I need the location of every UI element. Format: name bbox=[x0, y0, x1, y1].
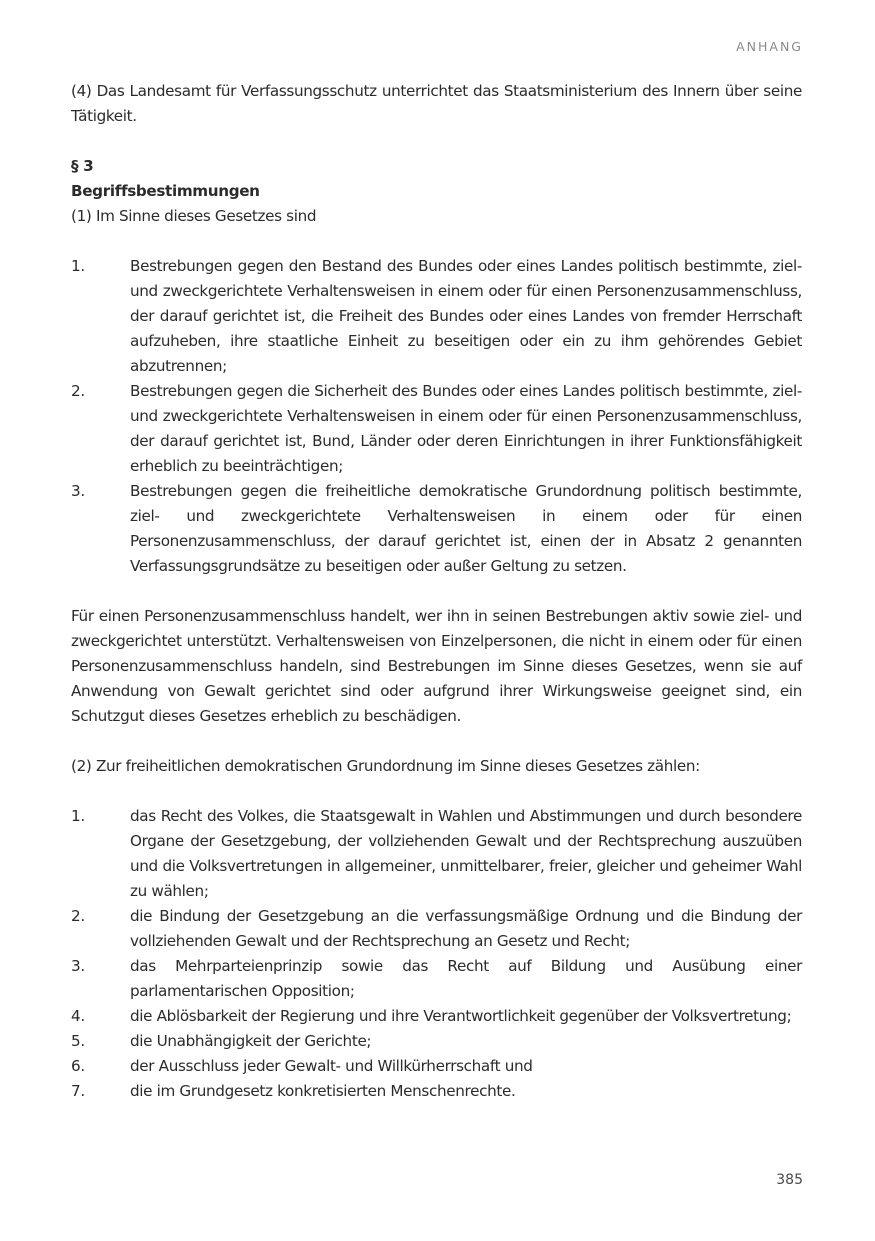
list-item-text: die Ablösbarkeit der Regierung und ihre Verantwortlichkeit gegenüber der Volksvertretung; bbox=[130, 1007, 792, 1025]
section-number: § 3 bbox=[71, 157, 94, 175]
spacer bbox=[71, 579, 802, 604]
paragraph-1-intro: (1) Im Sinne dieses Gesetzes sind bbox=[71, 207, 317, 225]
spacer bbox=[71, 229, 802, 254]
list-item-number: 3. bbox=[71, 957, 85, 975]
list-item bbox=[71, 1004, 802, 1029]
list-item-text: Bestrebungen gegen den Bestand des Bundes oder eines Landes politisch bestimmte, ziel- und zweckgerichtete Verhaltensweisen in einem oder für einen Personenzusammenschluss, der darauf gerichtet ist, die Freiheit des Bundes oder eines Landes von fremder Herrschaft aufzuheben, ihre staatliche Einheit zu beseitigen oder ein zu ihm gehörendes Gebiet abzutrennen; bbox=[130, 257, 802, 375]
document-body bbox=[71, 79, 802, 1104]
list-item-number: 4. bbox=[71, 1007, 85, 1025]
paragraph-1-followup: Für einen Personenzusammenschluss handelt, wer ihn in seinen Bestrebungen aktiv sowie ziel- und zweckgerichtet unterstützt. Verhaltensweisen von Einzelpersonen, die nicht in einem oder für einen Personenzusammenschluss handeln, sind Bestrebungen im Sinne dieses Gesetzes, wenn sie auf Anwendung von Gewalt gerichtet sind oder aufgrund ihrer Wirkungsweise geeignet sind, ein Schutzgut dieses Gesetzes erheblich zu beschädigen. bbox=[71, 607, 802, 725]
list-item bbox=[71, 1054, 802, 1079]
list-item-number: 1. bbox=[71, 257, 85, 275]
list-item bbox=[71, 954, 802, 1004]
list-item-number: 3. bbox=[71, 482, 85, 500]
definitions-list bbox=[71, 254, 802, 579]
spacer bbox=[71, 779, 802, 804]
list-item-text: das Mehrparteienprinzip sowie das Recht auf Bildung und Ausübung einer parlamentarischen Opposition; bbox=[130, 957, 802, 1000]
paragraph-2-intro: (2) Zur freiheitlichen demokratischen Grundordnung im Sinne dieses Gesetzes zählen: bbox=[71, 757, 700, 775]
list-item-text: die Unabhängigkeit der Gerichte; bbox=[130, 1032, 372, 1050]
list-item-text: die Bindung der Gesetzgebung an die verfassungsmäßige Ordnung und die Bindung der vollziehenden Gewalt und der Rechtsprechung an Gesetz und Recht; bbox=[130, 907, 802, 950]
principles-list bbox=[71, 804, 802, 1104]
list-item-number: 6. bbox=[71, 1057, 85, 1075]
list-item bbox=[71, 904, 802, 954]
list-item bbox=[71, 1029, 802, 1054]
list-item-text: der Ausschluss jeder Gewalt- und Willkürherrschaft und bbox=[130, 1057, 533, 1075]
list-item bbox=[71, 804, 802, 904]
list-item-number: 5. bbox=[71, 1032, 85, 1050]
spacer bbox=[71, 129, 802, 154]
list-item bbox=[71, 479, 802, 579]
list-item-text: Bestrebungen gegen die freiheitliche demokratische Grundordnung politisch bestimmte, ziel- und zweckgerichtete Verhaltensweisen in einem oder für einen Personenzusammenschluss, der darauf gerichtet ist, einen der in Absatz 2 genannten Verfassungsgrundsätze zu beseitigen oder außer Geltung zu setzen. bbox=[130, 482, 802, 575]
list-item bbox=[71, 254, 802, 379]
spacer bbox=[71, 729, 802, 754]
list-item-number: 2. bbox=[71, 907, 85, 925]
list-item-text: die im Grundgesetz konkretisierten Menschenrechte. bbox=[130, 1082, 516, 1100]
list-item-number: 7. bbox=[71, 1082, 85, 1100]
list-item-text: Bestrebungen gegen die Sicherheit des Bundes oder eines Landes politisch bestimmte, ziel- und zweckgerichtete Verhaltensweisen in einem oder für einen Personenzusammenschluss, der darauf gerichtet ist, Bund, Länder oder deren Einrichtungen in ihrer Funktionsfähigkeit erheblich zu beeinträchtigen; bbox=[130, 382, 802, 475]
paragraph-4: (4) Das Landesamt für Verfassungsschutz unterrichtet das Staatsministerium des Innern über seine Tätigkeit. bbox=[71, 82, 802, 125]
list-item bbox=[71, 1079, 802, 1104]
list-item-number: 1. bbox=[71, 807, 85, 825]
section-title: Begriffsbestimmungen bbox=[71, 182, 260, 200]
list-item bbox=[71, 379, 802, 479]
list-item-number: 2. bbox=[71, 382, 85, 400]
page-number: 385 bbox=[776, 1172, 803, 1188]
running-header: ANHANG bbox=[736, 39, 803, 54]
list-item-text: das Recht des Volkes, die Staatsgewalt in Wahlen und Abstimmungen und durch besondere Organe der Gesetzgebung, der vollziehenden Gewalt und der Rechtsprechung auszuüben und die Volksvertretungen in allgemeiner, unmittelbarer, freier, gleicher und geheimer Wahl zu wählen; bbox=[130, 807, 802, 900]
